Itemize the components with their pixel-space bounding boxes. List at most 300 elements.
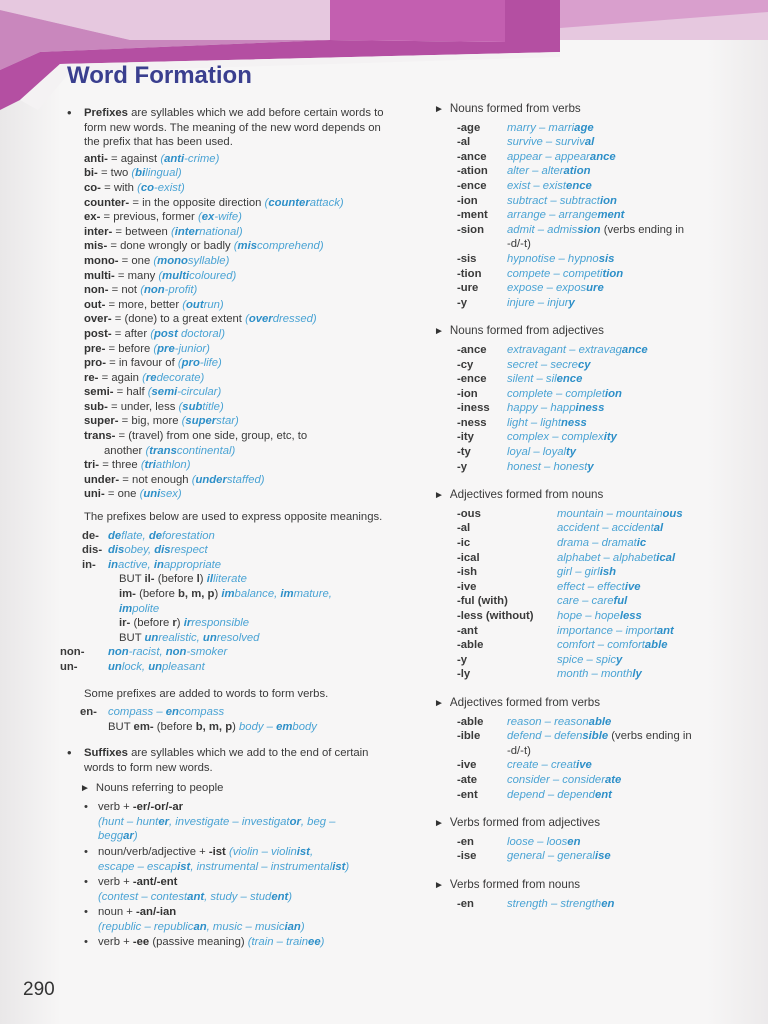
example-base: complete – complet: [507, 387, 605, 400]
list-item: [457, 594, 734, 609]
example: [507, 850, 611, 862]
example-bold: en: [567, 835, 581, 848]
example-base: loyal – loyal: [507, 446, 567, 459]
list-item: [84, 239, 410, 254]
example-bold: ly: [632, 668, 642, 681]
example: [557, 668, 642, 680]
example: [557, 522, 663, 534]
page-title: Word Formation: [67, 62, 252, 89]
prefix-meaning: = under, less: [107, 400, 179, 413]
paren: ): [206, 342, 210, 355]
example: [507, 136, 594, 148]
example-part: ent: [271, 890, 289, 903]
suffix-example: [507, 194, 734, 209]
suffixes-section: [60, 746, 410, 775]
bullet-icon: •: [67, 745, 72, 761]
example: [507, 716, 611, 728]
example-part: , investigate – investigat: [169, 815, 290, 828]
prefix-meaning: = before: [105, 342, 154, 355]
example-rest: -crime: [184, 152, 216, 165]
example: [507, 388, 622, 400]
example-bold: post: [154, 327, 178, 340]
right-column: [434, 102, 734, 911]
paren: (: [158, 269, 163, 282]
example-bold: ity: [603, 431, 617, 444]
list-item: [457, 565, 734, 580]
paren: ): [339, 196, 344, 209]
list-item: [80, 875, 410, 904]
example-base: strength – strength: [507, 897, 602, 910]
prefix-meaning: = not enough: [119, 473, 192, 486]
example-part: or: [289, 815, 301, 828]
prefix-meaning: = against: [107, 152, 161, 165]
suffix-key: [457, 667, 557, 682]
example: [557, 610, 642, 622]
prefix-meaning: = more, better: [105, 298, 183, 311]
example-base: create – creat: [507, 759, 577, 772]
suffix-key-text: -ation: [457, 165, 488, 178]
paren: (: [170, 225, 175, 238]
example: [507, 344, 648, 356]
example: [507, 759, 592, 771]
prefix-list-2: [84, 458, 410, 502]
example-base: defend – defen: [507, 730, 583, 743]
example-base: expose – expos: [507, 282, 587, 295]
example-bold: y: [587, 460, 594, 473]
prefix-key: multi-: [84, 269, 115, 282]
example-bold: able: [644, 639, 668, 652]
paren: (: [197, 211, 202, 224]
verbs-from-adjectives-heading: ► Verbs formed from adjectives: [434, 816, 601, 830]
example-base: hope – hope: [557, 610, 620, 622]
example-bold: sub: [182, 400, 203, 413]
list-item: [457, 430, 734, 445]
triangle-icon: ►: [434, 818, 444, 830]
list-item: [457, 460, 734, 475]
example-bold: y: [616, 653, 623, 666]
list-item: [457, 281, 734, 296]
suffix-example: [557, 521, 734, 536]
list-item: [457, 609, 734, 624]
list-item: [457, 267, 734, 282]
suffix-key-text: -ous: [457, 507, 481, 520]
example-part: , beg –: [300, 815, 336, 828]
example-line: [98, 920, 410, 935]
paren: (: [140, 459, 145, 472]
prefix-example: [249, 313, 313, 325]
example-bold: pro: [181, 357, 200, 370]
list-item: [84, 210, 410, 225]
example-part: ar: [123, 830, 134, 843]
paren: (: [264, 196, 269, 209]
paren: ): [219, 400, 224, 413]
list-item: [457, 773, 734, 788]
list-item: [457, 252, 734, 267]
list-item: BUT unrealistic, unresolved: [119, 631, 260, 644]
prefixes-section: [60, 106, 410, 150]
paren: ): [221, 327, 225, 340]
list-item: [457, 653, 734, 668]
list-item: [84, 342, 410, 357]
example: [507, 224, 601, 236]
suffix-example: [507, 267, 734, 282]
adjectives-from-verbs-heading: ► Adjectives formed from verbs: [434, 695, 601, 709]
prefix-example: [135, 167, 178, 179]
suffix-key-text: -ical: [457, 551, 480, 564]
list-item: [84, 356, 410, 371]
example-part: , study – stud: [204, 890, 272, 903]
suffix-key-text: -en: [457, 835, 474, 848]
opposite-prefixes: [60, 529, 410, 675]
example: [507, 774, 621, 786]
rule-text: verb +: [98, 936, 133, 949]
suffix-key: [457, 223, 507, 238]
rule-text: noun/verb/adjective +: [98, 845, 209, 858]
example: [507, 836, 580, 848]
prefix-key: non-: [84, 284, 109, 297]
paren: (: [147, 386, 152, 399]
bullet-icon: •: [84, 936, 88, 949]
prefix-meaning: = one: [104, 488, 140, 501]
list-item: de- deflate, deforestation: [82, 529, 215, 542]
suffix-key-text: -tion: [457, 267, 482, 280]
triangle-icon: ►: [434, 326, 444, 338]
list-item: [457, 729, 734, 744]
suffix-key: -ant/-ent: [132, 876, 178, 889]
prefix-example: [157, 343, 206, 355]
paren: (: [153, 342, 158, 355]
suffix-key: -an/-ian: [136, 906, 177, 919]
suffix-key-text: -sis: [457, 252, 477, 265]
example: [557, 625, 674, 637]
paren: ): [319, 240, 324, 253]
example: [507, 431, 617, 443]
example-base: marry – marri: [507, 121, 575, 134]
list-item: [457, 194, 734, 209]
paren: (: [131, 167, 136, 180]
example-rest: -profit: [164, 284, 194, 297]
rule-text: verb +: [98, 801, 133, 814]
example: [507, 730, 608, 742]
suffix-key: [457, 252, 507, 267]
example: [507, 446, 576, 458]
list-item: [84, 254, 410, 269]
nouns-from-verbs-heading: ► Nouns formed from verbs: [434, 102, 581, 115]
suffix-example: [507, 121, 734, 136]
suffix-example: [507, 788, 734, 803]
example-base: subtract – subtract: [507, 194, 600, 207]
suffix-key-text: -ible: [457, 730, 481, 743]
verbs-from-nouns-heading: ► Verbs formed from nouns: [434, 877, 581, 891]
prefix-key: pre-: [84, 342, 106, 355]
list-item: [84, 312, 410, 327]
left-column: [60, 106, 410, 950]
suffix-key: [457, 135, 507, 150]
suffix-example: [507, 401, 734, 416]
example-part: ist: [177, 860, 191, 873]
example-bold: ence: [556, 373, 583, 386]
suffix-example: [557, 609, 734, 624]
suffix-key-text: -ness: [457, 416, 487, 429]
list-item: [84, 371, 410, 386]
example-bold: ure: [586, 282, 604, 295]
example-bold: semi: [151, 386, 178, 399]
suffix-key-text: -al: [457, 136, 471, 149]
paren: (: [160, 152, 165, 165]
prefix-meaning: = after: [111, 327, 151, 340]
suffix-key: [457, 536, 557, 551]
paren: (: [245, 313, 249, 326]
suffix-key-text: -able: [457, 715, 484, 728]
example-bold: tion: [602, 267, 624, 280]
example-part: hunt – hunt: [101, 815, 159, 828]
suffix-key-text: -ence: [457, 179, 487, 192]
verb-prefixes: [80, 705, 410, 734]
example-bold: ful: [613, 595, 628, 608]
list-item: [84, 327, 410, 342]
suffix-key-text: -ance: [457, 150, 487, 163]
suffix-example: [507, 460, 734, 475]
list-item: non- non-racist, non-smoker: [60, 646, 228, 659]
example-rest: run: [203, 298, 220, 311]
list-item: [457, 164, 734, 179]
list-item: [84, 473, 410, 488]
suffix-example: [507, 729, 734, 744]
example: [507, 373, 582, 385]
suffix-example: [507, 372, 734, 387]
opposite-intro: The prefixes below are used to express opposite meanings.: [84, 511, 383, 524]
suffix-example: [507, 358, 734, 373]
example-bold: ment: [597, 209, 625, 222]
list-item: BUT em- (before b, m, p) body – embody: [108, 720, 317, 733]
list-item: [457, 150, 734, 165]
example-bold: al: [584, 136, 595, 149]
example-base: complex – complex: [507, 431, 604, 444]
example-bold: al: [653, 522, 664, 535]
suffix-key: [457, 551, 557, 566]
example: [507, 402, 604, 414]
example: [507, 151, 616, 163]
example-bold: ness: [561, 416, 587, 429]
example: [507, 122, 594, 134]
suffix-key-text: -ent: [457, 788, 478, 801]
example-part: (train – train: [247, 936, 309, 949]
list-item: [84, 298, 410, 313]
paren: (: [150, 327, 154, 340]
list-item: [457, 343, 734, 358]
example-part: ist: [296, 845, 310, 858]
example-bold: less: [619, 610, 642, 622]
paren: (: [191, 473, 196, 486]
prefix-key: bi-: [84, 167, 98, 180]
prefix-example: [202, 211, 238, 223]
paren: ): [260, 473, 265, 486]
list-item: un- unlock, unpleasant: [60, 660, 205, 673]
example: [507, 282, 604, 294]
suffix-key: [457, 788, 507, 803]
suffix-key-text: -age: [457, 121, 481, 134]
paren: (: [182, 298, 187, 311]
rule-text: noun +: [98, 906, 137, 919]
suffix-key: [457, 296, 507, 311]
list-item: im- (before b, m, p) imbalance, immature,: [119, 588, 332, 600]
list-item: [457, 897, 734, 912]
verbs-intro: Some prefixes are added to words to form verbs.: [84, 687, 329, 700]
example: [507, 195, 617, 207]
example-bold: age: [574, 121, 594, 134]
suffix-key: -ee: [132, 936, 150, 949]
prefix-key: ex-: [84, 211, 101, 224]
triangle-icon: ►: [434, 104, 444, 115]
suffix-key: [457, 430, 507, 445]
example-base: honest – honest: [507, 460, 588, 473]
prefix-meaning: = big, more: [118, 415, 182, 428]
example: [507, 180, 592, 192]
example-bold: mono: [157, 254, 188, 267]
example: [507, 359, 591, 371]
example-inline: [248, 936, 325, 948]
example-base: comfort – comfort: [557, 639, 645, 652]
paren: ): [235, 415, 239, 428]
example-bold: under: [195, 473, 227, 486]
adjectives-from-nouns-heading: ► Adjectives formed from nouns: [434, 488, 604, 502]
example-line: [98, 829, 410, 844]
example-part: ee: [308, 936, 321, 949]
bullet-icon: •: [84, 845, 88, 858]
paren: (: [177, 357, 182, 370]
suffix-key: [457, 580, 557, 595]
prefix-meaning: = (done) to a great extent: [111, 313, 246, 326]
example-bold: ation: [563, 165, 591, 178]
suffix-key: [457, 638, 557, 653]
suffix-example: [557, 536, 734, 551]
paren: ): [177, 488, 182, 501]
suffix-example: [557, 551, 734, 566]
example-bold: ion: [604, 387, 622, 400]
example-bold: pre: [157, 342, 175, 355]
suffix-key-text: -sion: [457, 223, 484, 236]
suffix-key: [457, 267, 507, 282]
paren: ): [181, 181, 185, 194]
nouns-from-adjectives-heading: ► Nouns formed from adjectives: [434, 324, 604, 338]
triangle-icon: ►: [434, 490, 444, 502]
prefix-key: semi-: [84, 386, 114, 399]
example-base: care – care: [557, 595, 614, 608]
suffix-example: [507, 252, 734, 267]
example-bold: multi: [162, 269, 190, 282]
suffix-example: [507, 773, 734, 788]
list-item: [457, 135, 734, 150]
prefix-meaning: = three: [99, 459, 141, 472]
example-base: accident – accident: [557, 522, 654, 535]
suffix-key: [457, 507, 557, 522]
suffix-key: [457, 773, 507, 788]
example-base: secret – secre: [507, 358, 578, 371]
example: [557, 595, 627, 607]
suffix-example: [507, 835, 734, 850]
list-item: [457, 401, 734, 416]
suffix-key: [457, 164, 507, 179]
suffix-example: [557, 624, 734, 639]
prefix-key: re-: [84, 371, 99, 384]
list-item: [457, 121, 734, 136]
example-rest: national: [199, 225, 239, 238]
example-base: reason – reason: [507, 715, 589, 728]
suffix-key: [457, 194, 507, 209]
example-bold: co: [140, 181, 155, 194]
suffix-key-text: -ion: [457, 194, 478, 207]
list-item: [457, 416, 734, 431]
paren: (: [98, 815, 102, 828]
suffix-key: -ist: [208, 845, 226, 858]
people-heading: ► Nouns referring to people: [80, 781, 224, 794]
paren: ): [238, 225, 243, 238]
suffix-key: [457, 445, 507, 460]
suffix-key: [457, 758, 507, 773]
example-part: begg: [98, 830, 124, 843]
prefix-example: [157, 255, 225, 267]
example-bold: sis: [598, 252, 615, 265]
suffix-key: [457, 835, 507, 850]
suffix-key: [457, 565, 557, 580]
list-item: [457, 551, 734, 566]
suffix-key-text: -y: [457, 296, 468, 309]
nouns-from-adjectives-list: [457, 343, 734, 474]
suffix-key-text: -ive: [457, 580, 477, 593]
example-bold: out: [186, 298, 204, 311]
example-bold: mis: [237, 240, 258, 253]
example-note: (verbs ending in: [608, 730, 692, 743]
example-base: girl – girl: [557, 566, 600, 579]
paren: ): [225, 254, 230, 267]
suffix-key: [457, 653, 557, 668]
example-bold: ance: [589, 150, 616, 163]
suffix-key: [457, 849, 507, 864]
example: [557, 654, 622, 666]
example: [557, 508, 683, 520]
suffix-key: [457, 521, 557, 536]
list-item: [457, 788, 734, 803]
suffix-key-text: -ure: [457, 282, 479, 295]
paren: ): [186, 459, 191, 472]
example-base: silent – sil: [507, 373, 557, 386]
suffix-key-text: -ive: [457, 759, 477, 772]
suffix-example: [507, 758, 734, 773]
list-item: [457, 296, 734, 311]
list-item: [84, 225, 410, 240]
example: [507, 417, 587, 429]
list-item: [84, 181, 410, 196]
example-part: , music – music: [206, 920, 285, 933]
suffix-key: [457, 121, 507, 136]
suffix-key: [457, 624, 557, 639]
suffix-key-text: -ate: [457, 773, 478, 786]
prefix-key: mis-: [84, 240, 108, 253]
example-rest: coloured: [189, 269, 233, 282]
prefix-key: under-: [84, 473, 120, 486]
suffix-key-text: -ion: [457, 387, 478, 400]
suffixes-intro: Suffixes are syllables which we add to the end of certain words to form new words.: [84, 747, 369, 774]
example-base: exist – exist: [507, 179, 567, 192]
paren: (: [145, 444, 150, 457]
paren: (: [139, 488, 144, 501]
suffix-key: [457, 179, 507, 194]
paren: ): [215, 152, 220, 165]
example-bold: ty: [566, 446, 577, 459]
example-rest: athlon: [155, 459, 187, 472]
bullet-icon: •: [84, 801, 88, 814]
suffix-example: [507, 430, 734, 445]
